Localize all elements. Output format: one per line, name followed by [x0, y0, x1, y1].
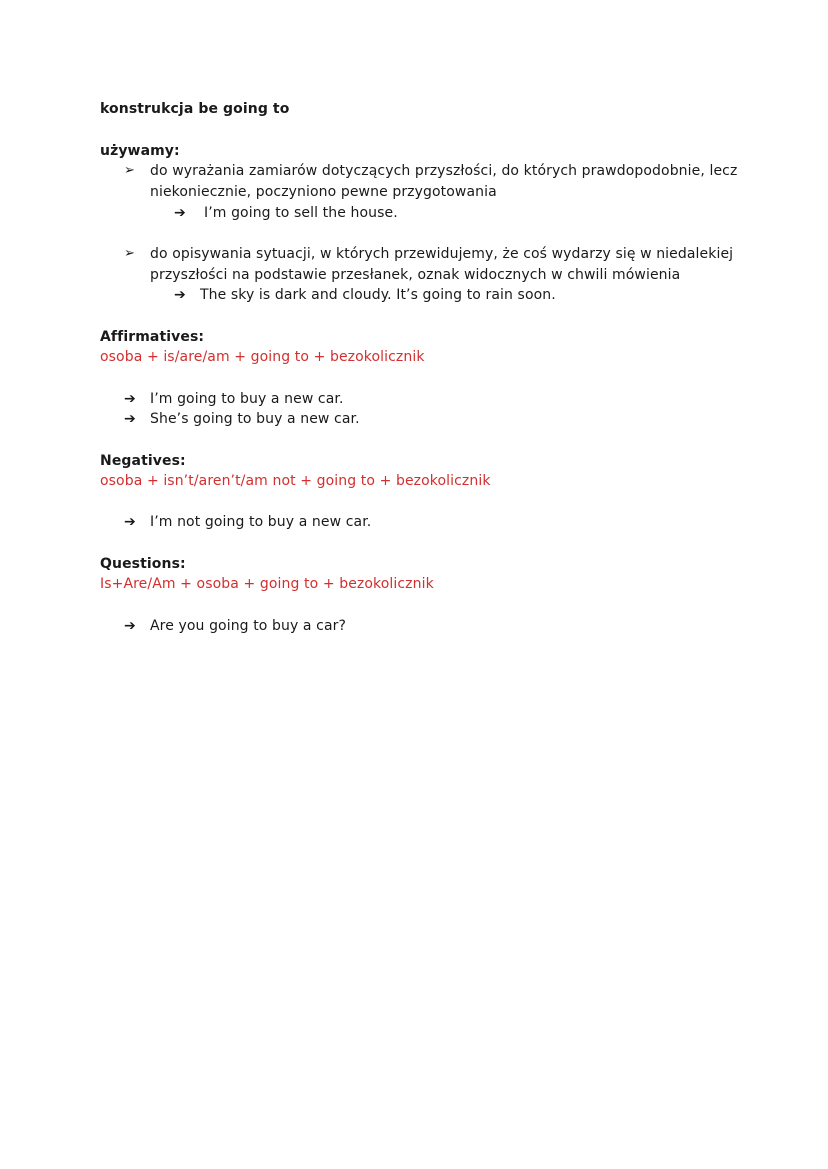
usage-item-2-example: The sky is dark and cloudy. It’s going to rain soon. [200, 287, 556, 303]
document-title: konstrukcja be going to [100, 101, 290, 117]
arrow-right-icon: ➔ [124, 514, 136, 530]
bullet-marker-icon: ➢ [124, 246, 135, 261]
affirmatives-heading: Affirmatives: [100, 329, 205, 345]
bullet-marker-icon: ➢ [124, 163, 135, 178]
arrow-right-icon: ➔ [174, 205, 186, 221]
questions-formula: Is+Are/Am + osoba + going to + bezokolicznik [100, 576, 434, 592]
arrow-right-icon: ➔ [174, 287, 186, 303]
affirmatives-example-1: I’m going to buy a new car. [150, 391, 344, 407]
affirmatives-example-2: She’s going to buy a new car. [150, 411, 360, 427]
affirmatives-formula: osoba + is/are/am + going to + bezokolicznik [100, 349, 425, 365]
arrow-right-icon: ➔ [124, 391, 136, 407]
negatives-heading: Negatives: [100, 453, 186, 469]
questions-example-1: Are you going to buy a car? [150, 618, 347, 634]
arrow-right-icon: ➔ [124, 618, 136, 634]
arrow-right-icon: ➔ [124, 411, 136, 427]
negatives-example-1: I’m not going to buy a new car. [150, 514, 372, 530]
negatives-formula: osoba + isn’t/aren’t/am not + going to + bezokolicznik [100, 473, 491, 489]
usage-item-1-line-2: niekoniecznie, poczyniono pewne przygotowania [150, 184, 497, 200]
usage-item-1-example: I’m going to sell the house. [204, 205, 398, 221]
questions-heading: Questions: [100, 556, 186, 572]
usage-item-2-line-2: przyszłości na podstawie przesłanek, oznak widocznych w chwili mówienia [150, 267, 681, 283]
usage-item-1-line-1: do wyrażania zamiarów dotyczących przyszłości, do których prawdopodobnie, lecz [150, 163, 738, 179]
usage-heading: używamy: [100, 143, 180, 159]
usage-item-2-line-1: do opisywania sytuacji, w których przewidujemy, że coś wydarzy się w niedalekiej [150, 246, 734, 262]
